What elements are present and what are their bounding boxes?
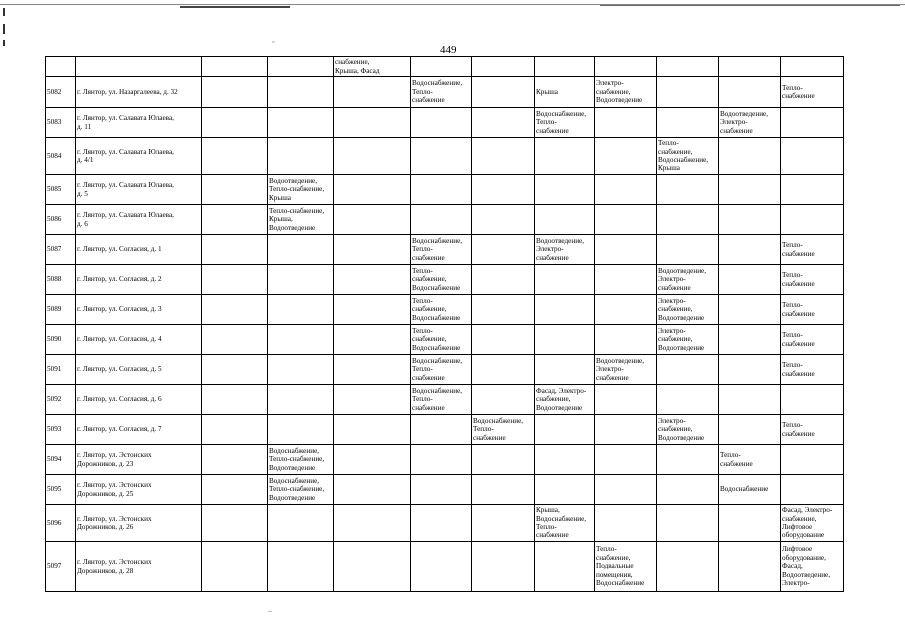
empty-cell: [202, 235, 268, 265]
scan-speck: –: [268, 606, 272, 615]
register-table: [45, 56, 844, 592]
work-type-cell: Водоотведение, Тепло-снабжение, Крыша: [268, 175, 334, 205]
address-cell: г. Лянтор, ул. Согласия, д. 4: [76, 325, 202, 355]
work-type-cell: [411, 505, 472, 542]
work-type-cell: [719, 265, 781, 295]
work-type-cell: Водоотведение, Электро- снабжение: [719, 108, 781, 138]
work-type-cell: [334, 475, 411, 505]
work-type-cell: [334, 138, 411, 175]
empty-cell: [202, 415, 268, 445]
table-row: [46, 505, 844, 542]
work-type-cell: Водоотведение, Электро- снабжение: [535, 235, 595, 265]
work-type-cell: [334, 175, 411, 205]
empty-cell: [202, 542, 268, 592]
work-type-cell: [719, 295, 781, 325]
work-type-cell: [719, 355, 781, 385]
work-type-cell: Тепло- снабжение, Водоснабжение, Крыша: [657, 138, 719, 175]
table-row: [46, 265, 844, 295]
work-type-cell: [781, 445, 844, 475]
address-cell: г. Лянтор, ул. Согласия, д. 5: [76, 355, 202, 385]
address-cell: г. Лянтор, ул. Эстонских Дорожников, д. 23: [76, 445, 202, 475]
work-type-cell: [657, 475, 719, 505]
table-row: [46, 355, 844, 385]
binder-mark: [3, 24, 5, 34]
work-type-cell: [411, 415, 472, 445]
address-cell: г. Лянтор, ул. Назаргалеева, д. 32: [76, 77, 202, 108]
work-type-cell: Тепло- снабжение, Подвальные помещения, Водоснабжение: [595, 542, 657, 592]
empty-cell: [202, 77, 268, 108]
work-type-cell: Электро- снабжение, Водоотведение: [657, 295, 719, 325]
table-row: [46, 475, 844, 505]
work-type-cell: [595, 445, 657, 475]
work-type-cell: [334, 505, 411, 542]
row-number: 5097: [46, 542, 76, 592]
work-type-cell: [268, 385, 334, 415]
work-type-cell: Электро- снабжение, Водоотведение: [657, 325, 719, 355]
work-type-cell: Водоснабжение, Тепло- снабжение: [411, 235, 472, 265]
row-number: 5096: [46, 505, 76, 542]
address-cell: г. Лянтор, ул. Согласия, д. 3: [76, 295, 202, 325]
work-type-cell: Водоотведение, Электро- снабжение: [657, 265, 719, 295]
work-type-cell: Электро- снабжение, Водоотведение: [595, 77, 657, 108]
table-row: [46, 77, 844, 108]
work-type-cell: [535, 542, 595, 592]
work-type-cell: [268, 235, 334, 265]
empty-cell: [202, 265, 268, 295]
work-type-cell: [268, 138, 334, 175]
work-type-cell: [472, 235, 535, 265]
row-number: 5083: [46, 108, 76, 138]
work-type-cell: [411, 138, 472, 175]
work-type-cell: [334, 205, 411, 235]
table-row: [46, 385, 844, 415]
address-cell: г. Лянтор, ул. Эстонских Дорожников, д. 26: [76, 505, 202, 542]
work-type-cell: Водоотведение, Электро- снабжение: [595, 355, 657, 385]
work-type-cell: [535, 325, 595, 355]
work-type-cell: [657, 385, 719, 415]
work-type-cell: [781, 175, 844, 205]
empty-cell: [202, 355, 268, 385]
work-type-cell: [535, 475, 595, 505]
work-type-cell: Тепло- снабжение: [781, 265, 844, 295]
work-type-cell: Водоснабжение, Тепло- снабжение: [411, 77, 472, 108]
work-type-cell: [535, 265, 595, 295]
work-type-cell: [595, 475, 657, 505]
work-type-cell: Тепло- снабжение: [781, 77, 844, 108]
work-type-cell: [595, 108, 657, 138]
row-number: 5092: [46, 385, 76, 415]
work-type-cell: [719, 138, 781, 175]
work-type-cell: [719, 205, 781, 235]
work-type-cell: [334, 445, 411, 475]
work-type-cell: [719, 175, 781, 205]
work-type-cell: [719, 385, 781, 415]
work-type-cell: [595, 138, 657, 175]
work-type-cell: [472, 138, 535, 175]
work-type-cell: Водоснабжение, Тепло- снабжение: [472, 415, 535, 445]
work-type-cell: [334, 265, 411, 295]
work-type-cell: [781, 385, 844, 415]
table-row: [46, 175, 844, 205]
work-type-cell: Водоснабжение, Тепло- снабжение: [411, 385, 472, 415]
address-cell: г. Лянтор, ул. Салавата Юлаева, д. 5: [76, 175, 202, 205]
work-type-cell: Фасад, Электро- снабжение, Водоотведение: [535, 385, 595, 415]
work-type-cell: [595, 235, 657, 265]
empty-cell: [202, 475, 268, 505]
work-type-cell: [334, 385, 411, 415]
work-type-cell: [657, 108, 719, 138]
register-table-body: [46, 57, 844, 592]
work-type-cell: [411, 175, 472, 205]
work-type-cell: [719, 415, 781, 445]
work-type-cell: [719, 505, 781, 542]
work-type-cell: Водоснабжение, Тепло-снабжение, Водоотведение: [268, 445, 334, 475]
row-number: 5082: [46, 77, 76, 108]
work-type-cell: [268, 265, 334, 295]
work-type-cell: [535, 415, 595, 445]
work-type-cell: [595, 385, 657, 415]
work-type-cell: [472, 385, 535, 415]
work-type-cell: Тепло- снабжение, Водоснабжение: [411, 295, 472, 325]
empty-cell: [202, 385, 268, 415]
work-type-cell: [411, 542, 472, 592]
work-type-cell: Тепло-снабжение, Крыша, Водоотведение: [268, 205, 334, 235]
work-type-cell: [472, 445, 535, 475]
empty-cell: [202, 445, 268, 475]
continuation-row: [46, 57, 844, 77]
table-row: [46, 205, 844, 235]
work-type-cell: [411, 108, 472, 138]
work-type-cell: Тепло- снабжение: [781, 415, 844, 445]
work-type-cell: [472, 175, 535, 205]
empty-cell: [202, 138, 268, 175]
work-type-cell: [535, 445, 595, 475]
address-cell: г. Лянтор, ул. Эстонских Дорожников, д. 25: [76, 475, 202, 505]
row-number: 5089: [46, 295, 76, 325]
address-cell: г. Лянтор, ул. Согласия, д. 1: [76, 235, 202, 265]
work-type-cell: [268, 77, 334, 108]
work-type-cell: [657, 355, 719, 385]
empty-cell: [202, 205, 268, 235]
work-type-cell: [657, 542, 719, 592]
work-type-cell: Водоснабжение, Тепло- снабжение: [535, 108, 595, 138]
address-cell: г. Лянтор, ул. Согласия, д. 7: [76, 415, 202, 445]
work-type-cell: [472, 265, 535, 295]
work-type-cell: [472, 108, 535, 138]
row-number: 5087: [46, 235, 76, 265]
address-cell: г. Лянтор, ул. Эстонских Дорожников, д. 28: [76, 542, 202, 592]
table-row: [46, 295, 844, 325]
work-type-cell: Тепло- снабжение: [781, 325, 844, 355]
work-type-cell: Водоснабжение, Тепло-снабжение, Водоотведение: [268, 475, 334, 505]
work-type-cell: [535, 175, 595, 205]
work-type-cell: Водоснабжение, Тепло- снабжение: [411, 355, 472, 385]
work-type-cell: [657, 205, 719, 235]
work-type-cell: [719, 77, 781, 108]
work-type-cell: [334, 355, 411, 385]
page-number: 449: [440, 44, 457, 56]
address-cell: г. Лянтор, ул. Салавата Юлаева, д. 4/1: [76, 138, 202, 175]
work-type-cell: [719, 325, 781, 355]
work-type-cell: [334, 108, 411, 138]
table-row: [46, 138, 844, 175]
work-type-cell: [268, 415, 334, 445]
work-type-cell: [411, 475, 472, 505]
work-type-cell: [334, 77, 411, 108]
work-type-cell: [472, 295, 535, 325]
work-type-cell: [595, 295, 657, 325]
work-type-cell: [595, 175, 657, 205]
work-type-cell: [781, 108, 844, 138]
address-cell: г. Лянтор, ул. Салавата Юлаева, д. 11: [76, 108, 202, 138]
work-type-cell: [657, 505, 719, 542]
work-type-cell: Лифтовое оборудование, Фасад, Водоотведение, Электро-: [781, 542, 844, 592]
scan-speck: ˇ: [272, 40, 275, 49]
address-cell: г. Лянтор, ул. Салавата Юлаева, д. 6: [76, 205, 202, 235]
work-type-cell: [472, 325, 535, 355]
work-type-cell: [781, 475, 844, 505]
scan-edge-line: [600, 5, 900, 6]
table-row: [46, 415, 844, 445]
work-type-cell: [719, 235, 781, 265]
work-type-cell: [535, 205, 595, 235]
row-number: 5090: [46, 325, 76, 355]
continuation-cell: снабжение, Крыша, Фасад: [334, 57, 411, 77]
empty-cell: [202, 175, 268, 205]
work-type-cell: Тепло- снабжение, Водоснабжение: [411, 325, 472, 355]
row-number: 5094: [46, 445, 76, 475]
table-row: [46, 445, 844, 475]
work-type-cell: [595, 505, 657, 542]
binder-mark: [3, 40, 5, 46]
row-number: 5093: [46, 415, 76, 445]
empty-cell: [202, 505, 268, 542]
work-type-cell: [472, 355, 535, 385]
work-type-cell: Водоснабжение: [719, 475, 781, 505]
work-type-cell: Тепло- снабжение, Водоснабжение: [411, 265, 472, 295]
work-type-cell: Электро- снабжение, Водоотведение: [657, 415, 719, 445]
empty-cell: [202, 108, 268, 138]
work-type-cell: [334, 415, 411, 445]
scan-edge-line: [180, 6, 290, 8]
work-type-cell: Тепло- снабжение: [781, 355, 844, 385]
work-type-cell: [268, 542, 334, 592]
table-row: [46, 325, 844, 355]
work-type-cell: [595, 205, 657, 235]
work-type-cell: [334, 325, 411, 355]
empty-cell: [202, 295, 268, 325]
row-number: 5095: [46, 475, 76, 505]
row-number: 5086: [46, 205, 76, 235]
address-cell: г. Лянтор, ул. Согласия, д. 6: [76, 385, 202, 415]
work-type-cell: [535, 138, 595, 175]
work-type-cell: Тепло- снабжение: [781, 295, 844, 325]
work-type-cell: [334, 295, 411, 325]
work-type-cell: [472, 505, 535, 542]
row-number: 5091: [46, 355, 76, 385]
work-type-cell: [411, 445, 472, 475]
work-type-cell: [334, 542, 411, 592]
row-number: 5088: [46, 265, 76, 295]
empty-cell: [202, 325, 268, 355]
work-type-cell: [595, 415, 657, 445]
work-type-cell: [781, 205, 844, 235]
table-row: [46, 108, 844, 138]
work-type-cell: [657, 175, 719, 205]
work-type-cell: [535, 295, 595, 325]
work-type-cell: Фасад, Электро- снабжение, Лифтовое оборудование: [781, 505, 844, 542]
work-type-cell: [535, 355, 595, 385]
work-type-cell: [268, 325, 334, 355]
work-type-cell: Крыша: [535, 77, 595, 108]
binder-mark: [3, 8, 5, 16]
work-type-cell: [472, 475, 535, 505]
work-type-cell: [657, 445, 719, 475]
work-type-cell: Тепло- снабжение: [719, 445, 781, 475]
work-type-cell: [595, 265, 657, 295]
work-type-cell: [472, 77, 535, 108]
work-type-cell: [781, 138, 844, 175]
work-type-cell: [268, 108, 334, 138]
work-type-cell: [268, 505, 334, 542]
work-type-cell: [411, 205, 472, 235]
work-type-cell: [657, 235, 719, 265]
work-type-cell: Тепло- снабжение: [781, 235, 844, 265]
row-number: 5084: [46, 138, 76, 175]
table-row: [46, 542, 844, 592]
row-number: 5085: [46, 175, 76, 205]
work-type-cell: [268, 295, 334, 325]
work-type-cell: [657, 77, 719, 108]
work-type-cell: [268, 355, 334, 385]
work-type-cell: [334, 235, 411, 265]
work-type-cell: Крыша, Водоснабжение, Тепло- снабжение: [535, 505, 595, 542]
table-row: [46, 235, 844, 265]
address-cell: г. Лянтор, ул. Согласия, д. 2: [76, 265, 202, 295]
work-type-cell: [472, 205, 535, 235]
work-type-cell: [595, 325, 657, 355]
work-type-cell: [719, 542, 781, 592]
work-type-cell: [472, 542, 535, 592]
